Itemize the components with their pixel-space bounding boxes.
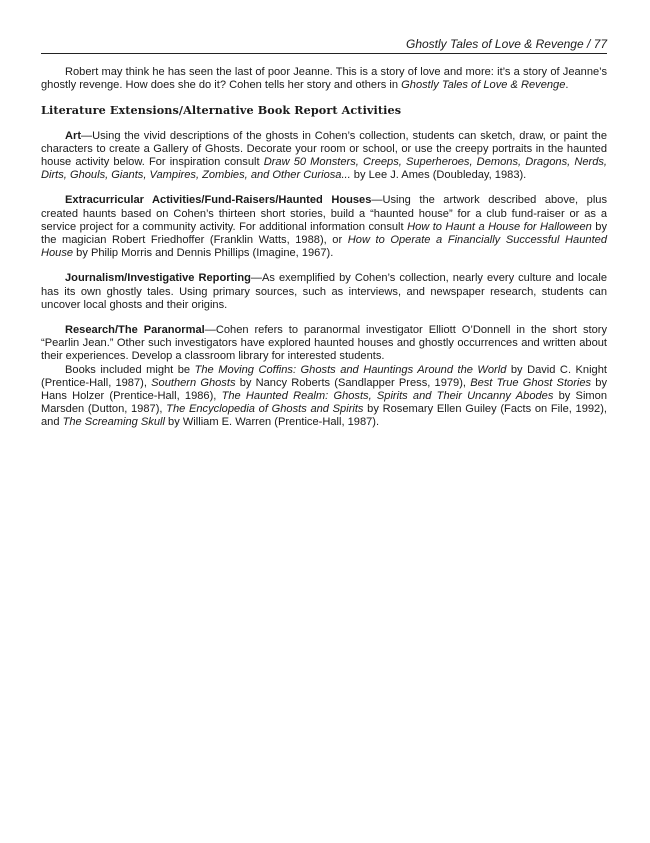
extracurricular-paragraph: Extracurricular Activities/Fund-Raisers/Haunted Houses—Using the artwork described above, plus created haunts based on Cohen’s thirteen short stories, build a “haunted house” for a club fund-raiser or as a service project for a community activity. For additional information consult How to Haunt a House for Halloween by the magician Robert Friedhoffer (Franklin Watts, 1988), or How to Operate a Financially Successful Haunted House by Philip Morris and Dennis Phillips (Imagine, 1967). — [41, 194, 607, 260]
art-lead: Art — [65, 129, 82, 142]
page-body — [41, 66, 607, 430]
header-rule — [41, 53, 607, 54]
section-heading: Literature Extensions/Alternative Book Report Activities — [41, 103, 402, 118]
extracurricular-lead: Extracurricular Activities/Fund-Raisers/Haunted Houses — [65, 194, 372, 207]
journalism-paragraph: Journalism/Investigative Reporting—As exemplified by Cohen’s collection, nearly every culture and locale has its own ghostly tales. Using primary sources, such as interviews, and newspaper research, students can uncover local ghosts and their origins. — [41, 272, 607, 311]
art-paragraph: Art—Using the vivid descriptions of the ghosts in Cohen’s collection, students can sketch, draw, or paint the characters to create a Gallery of Ghosts. Decorate your room or school, or use the creepy portraits in the haunted house activity below. For inspiration consult Draw 50 Monsters, Creeps, Superheroes, Demons, Dragons, Nerds, Dirts, Ghouls, Giants, Vampires, Zombies, and Other Curiosa... by Lee J. Ames (Doubleday, 1983). — [41, 129, 608, 182]
books-paragraph: Books included might be The Moving Coffins: Ghosts and Hauntings Around the World by David C. Knight (Prentice-Hall, 1987), Southern Ghosts by Nancy Roberts (Sandlapper Press, 1979), Best True Ghost Stories by Hans Holzer (Prentice-Hall, 1986), The Haunted Realm: Ghosts, Spirits and Their Uncanny Abodes by Simon Marsden (Dutton, 1987), The Encyclopedia of Ghosts and Spirits by Rosemary Ellen Guiley (Facts on File, 1992), and The Screaming Skull by William E. Warren (Prentice-Hall, 1987). — [41, 363, 607, 429]
research-paragraph: Research/The Paranormal—Cohen refers to paranormal investigator Elliott O’Donnell in the short story “Pearlin Jean.” Other such investigators have explored haunted houses and ghostly occurrences and written about their experiences. Develop a classroom library for interested students. — [41, 324, 607, 363]
running-header: Ghostly Tales of Love & Revenge / 77 — [405, 37, 607, 51]
intro-paragraph: Robert may think he has seen the last of poor Jeanne. This is a story of love and more: it’s a story of Jeanne’s ghostly revenge. How does she do it? Cohen tells her story and others in Ghostly Tales of Love & Revenge. — [41, 66, 607, 92]
journalism-lead: Journalism/Investigative Reporting — [65, 272, 251, 285]
research-lead: Research/The Paranormal — [65, 324, 205, 337]
